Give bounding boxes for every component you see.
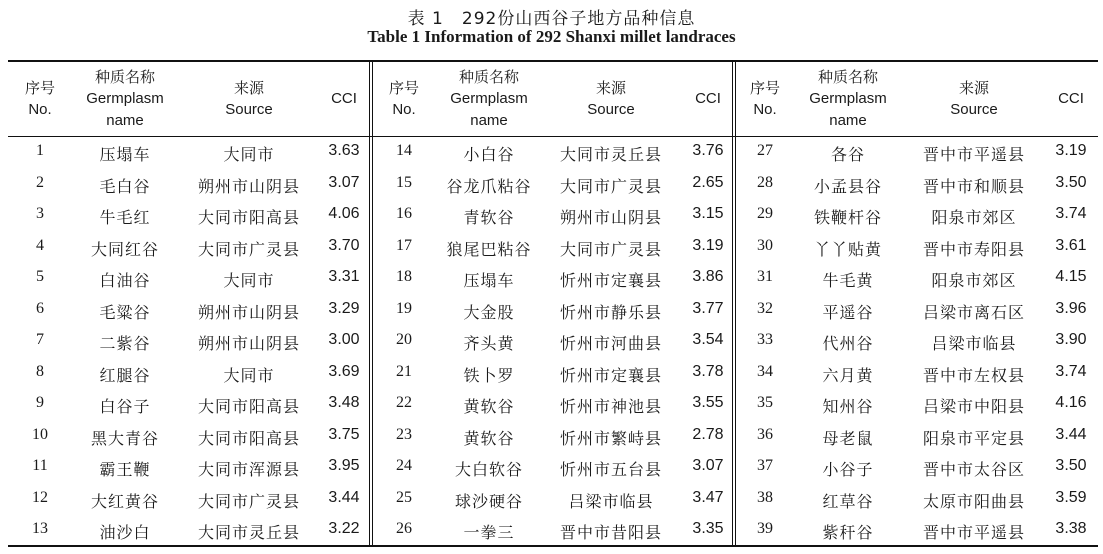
cell-cci: 2.65 — [692, 173, 724, 191]
cell-germplasm-name: 大金股 — [463, 302, 515, 322]
cell-source: 忻州市定襄县 — [559, 271, 662, 290]
header-no-line: No. — [28, 101, 52, 118]
cell-no: 36 — [757, 425, 773, 443]
cell-no: 19 — [396, 299, 412, 317]
cell-cci: 3.48 — [328, 394, 360, 411]
cell-cci: 3.96 — [1055, 299, 1087, 317]
cell-germplasm-name: 青软谷 — [463, 208, 515, 227]
cell-source: 大同市浑源县 — [197, 460, 300, 479]
cell-no: 22 — [396, 394, 412, 411]
cell-no: 29 — [757, 205, 773, 222]
cell-no: 7 — [36, 331, 44, 348]
cell-source: 朔州市山阴县 — [197, 176, 300, 196]
cell-no: 14 — [396, 142, 412, 159]
cell-no: 8 — [36, 362, 44, 380]
cell-cci: 3.07 — [692, 457, 724, 474]
header-germplasm-name — [434, 62, 544, 136]
cell-source: 吕梁市临县 — [568, 491, 654, 511]
table-row — [0, 483, 1103, 515]
cell-cci: 3.29 — [328, 299, 360, 317]
table-row — [0, 388, 1103, 420]
cell-cci: 3.78 — [692, 362, 724, 380]
cell-germplasm-name: 知州谷 — [822, 397, 874, 416]
cell-no: 6 — [36, 299, 44, 317]
table-row — [0, 357, 1103, 389]
cell-no: 25 — [396, 488, 412, 506]
header-cci-line: CCI — [1058, 90, 1084, 107]
cell-cci: 3.90 — [1055, 331, 1087, 348]
cell-no: 38 — [757, 488, 773, 506]
cell-cci: 3.19 — [1055, 142, 1087, 159]
table-row — [0, 294, 1103, 326]
cell-source: 大同市广灵县 — [197, 491, 300, 511]
header-source — [556, 62, 666, 136]
cell-germplasm-name: 白油谷 — [99, 271, 151, 290]
cell-source: 吕梁市中阳县 — [922, 397, 1025, 416]
cell-germplasm-name: 毛粱谷 — [99, 302, 151, 322]
cell-cci: 3.00 — [328, 331, 360, 348]
cell-cci: 3.47 — [692, 488, 724, 506]
table-row — [0, 136, 1103, 168]
cell-source: 大同市灵丘县 — [559, 145, 662, 164]
header-cci — [319, 62, 369, 136]
cell-source: 大同市阳高县 — [197, 208, 300, 227]
cell-no: 26 — [396, 520, 412, 537]
cell-cci: 4.16 — [1055, 394, 1087, 411]
cell-germplasm-name: 狼尾巴粘谷 — [446, 239, 532, 259]
header-germplasm-name-line: name — [829, 112, 867, 129]
header-no-line: 序号 — [749, 79, 780, 97]
cell-source: 晋中市平遥县 — [922, 145, 1025, 164]
cell-source: 朔州市山阴县 — [197, 302, 300, 322]
cell-germplasm-name: 毛白谷 — [99, 176, 151, 196]
cell-source: 大同市广灵县 — [559, 239, 662, 259]
cell-no: 15 — [396, 173, 412, 191]
cell-source: 太原市阳曲县 — [922, 491, 1025, 511]
cell-source: 大同市广灵县 — [559, 176, 662, 196]
cell-germplasm-name: 大白软谷 — [454, 460, 523, 479]
cell-cci: 3.74 — [1055, 362, 1087, 380]
header-cci-line: CCI — [695, 90, 721, 107]
cell-germplasm-name: 丫丫贴黄 — [813, 239, 882, 259]
cell-cci: 3.95 — [328, 457, 360, 474]
cell-source: 阳泉市郊区 — [931, 271, 1017, 290]
table-row — [0, 231, 1103, 263]
cell-cci: 3.74 — [1055, 205, 1087, 222]
cell-cci: 3.44 — [1055, 425, 1087, 443]
cell-germplasm-name: 紫秆谷 — [822, 523, 874, 542]
header-source — [194, 62, 304, 136]
cell-cci: 3.86 — [692, 268, 724, 285]
cell-source: 忻州市河曲县 — [559, 334, 662, 353]
cell-no: 31 — [757, 268, 773, 285]
cell-germplasm-name: 各谷 — [830, 145, 865, 164]
cell-cci: 3.38 — [1055, 520, 1087, 537]
cell-source: 朔州市山阴县 — [197, 334, 300, 353]
cell-cci: 3.15 — [692, 205, 724, 222]
cell-germplasm-name: 六月黄 — [822, 365, 874, 385]
cell-no: 27 — [757, 142, 773, 159]
cell-germplasm-name: 球沙硬谷 — [454, 491, 523, 511]
cell-source: 晋中市和顺县 — [922, 176, 1025, 196]
cell-germplasm-name: 齐头黄 — [463, 334, 515, 353]
cell-germplasm-name: 铁卜罗 — [463, 365, 515, 385]
header-germplasm-name — [793, 62, 903, 136]
cell-source: 晋中市左权县 — [922, 365, 1025, 385]
cell-germplasm-name: 黄软谷 — [463, 397, 515, 416]
header-no-line: No. — [392, 101, 416, 118]
cell-source: 朔州市山阴县 — [559, 208, 662, 227]
table-row — [0, 325, 1103, 357]
cell-no: 35 — [757, 394, 773, 411]
cell-germplasm-name: 谷龙爪粘谷 — [446, 176, 532, 196]
table-row — [0, 451, 1103, 483]
header-germplasm-name-line: Germplasm — [450, 90, 528, 107]
header-germplasm-name — [70, 62, 180, 136]
cell-cci: 3.63 — [328, 142, 360, 159]
cell-no: 24 — [396, 457, 412, 474]
cell-source: 忻州市繁峙县 — [559, 428, 662, 448]
cell-cci: 3.54 — [692, 331, 724, 348]
caption-zh: 表 1 292份山西谷子地方品种信息 — [407, 9, 696, 29]
header-source-line: Source — [587, 101, 635, 118]
cell-cci: 3.75 — [328, 425, 360, 443]
cell-no: 23 — [396, 425, 412, 443]
cell-germplasm-name: 大红黄谷 — [90, 491, 159, 511]
cell-cci: 3.31 — [328, 268, 360, 285]
header-no — [374, 62, 434, 136]
cell-germplasm-name: 黑大青谷 — [90, 428, 159, 448]
cell-cci: 3.76 — [692, 142, 724, 159]
cell-germplasm-name: 二紫谷 — [99, 334, 151, 353]
cell-source: 晋中市昔阳县 — [559, 523, 662, 542]
cell-germplasm-name: 小谷子 — [822, 460, 874, 479]
cell-source: 晋中市太谷区 — [922, 460, 1025, 479]
header-no-line: 序号 — [388, 79, 419, 97]
table-row — [0, 168, 1103, 200]
header-source-line: Source — [225, 101, 273, 118]
cell-source: 大同市阳高县 — [197, 428, 300, 448]
cell-germplasm-name: 黄软谷 — [463, 428, 515, 448]
cell-no: 11 — [32, 457, 48, 474]
cell-cci: 3.07 — [328, 173, 360, 191]
cell-source: 晋中市平遥县 — [922, 523, 1025, 542]
cell-no: 13 — [32, 520, 48, 537]
cell-source: 吕梁市离石区 — [922, 302, 1025, 322]
cell-germplasm-name: 代州谷 — [822, 334, 874, 353]
cell-germplasm-name: 一拳三 — [463, 523, 515, 542]
cell-source: 阳泉市平定县 — [922, 428, 1025, 448]
cell-cci: 3.50 — [1055, 457, 1087, 474]
cell-source: 忻州市神池县 — [559, 397, 662, 416]
cell-cci: 3.35 — [692, 520, 724, 537]
cell-cci: 3.59 — [1055, 488, 1087, 506]
table-row — [0, 262, 1103, 294]
cell-germplasm-name: 小孟县谷 — [813, 176, 882, 196]
header-no — [735, 62, 795, 136]
cell-germplasm-name: 牛毛黄 — [822, 271, 874, 290]
cell-germplasm-name: 压塌车 — [99, 145, 151, 164]
cell-germplasm-name: 红腿谷 — [99, 365, 151, 385]
header-source-line: 来源 — [958, 79, 989, 97]
cell-no: 33 — [757, 331, 773, 348]
cell-germplasm-name: 小白谷 — [463, 145, 515, 164]
cell-no: 10 — [32, 425, 48, 443]
table-row — [0, 514, 1103, 546]
cell-source: 大同市阳高县 — [197, 397, 300, 416]
cell-no: 32 — [757, 299, 773, 317]
cell-cci: 3.69 — [328, 362, 360, 380]
cell-source: 忻州市静乐县 — [559, 302, 662, 322]
cell-cci: 3.61 — [1055, 236, 1087, 254]
cell-source: 晋中市寿阳县 — [922, 239, 1025, 259]
cell-cci: 3.55 — [692, 394, 724, 411]
cell-no: 9 — [36, 394, 44, 411]
cell-cci: 3.22 — [328, 520, 360, 537]
cell-germplasm-name: 大同红谷 — [90, 239, 159, 259]
cell-no: 12 — [32, 488, 48, 506]
cell-cci: 3.19 — [692, 236, 724, 254]
cell-no: 18 — [396, 268, 412, 285]
cell-germplasm-name: 铁鞭杆谷 — [813, 208, 882, 227]
cell-no: 34 — [757, 362, 773, 380]
cell-no: 5 — [36, 268, 44, 285]
cell-no: 1 — [36, 142, 44, 159]
cell-no: 21 — [396, 362, 412, 380]
cell-source: 大同市 — [223, 271, 275, 290]
header-cci — [1046, 62, 1096, 136]
cell-cci: 4.15 — [1055, 268, 1087, 285]
header-germplasm-name-line: 种质名称 — [94, 68, 155, 86]
header-no-line: No. — [753, 101, 777, 118]
cell-source: 大同市广灵县 — [197, 239, 300, 259]
cell-germplasm-name: 霸王鞭 — [99, 460, 151, 479]
header-source — [919, 62, 1029, 136]
caption-en: Table 1 Information of 292 Shanxi millet landraces — [367, 27, 736, 46]
cell-cci: 3.77 — [692, 299, 724, 317]
cell-no: 30 — [757, 236, 773, 254]
cell-cci: 4.06 — [328, 205, 360, 222]
cell-germplasm-name: 压塌车 — [463, 271, 515, 290]
cell-no: 37 — [757, 457, 773, 474]
header-germplasm-name-line: name — [470, 112, 508, 129]
header-source-line: 来源 — [595, 79, 626, 97]
cell-cci: 3.70 — [328, 236, 360, 254]
cell-cci: 2.78 — [692, 425, 724, 443]
cell-cci: 3.50 — [1055, 173, 1087, 191]
cell-no: 39 — [757, 520, 773, 537]
cell-no: 16 — [396, 205, 412, 222]
cell-no: 17 — [396, 236, 412, 254]
cell-source: 吕梁市临县 — [931, 334, 1017, 353]
cell-germplasm-name: 红草谷 — [822, 491, 874, 511]
cell-germplasm-name: 牛毛红 — [99, 208, 151, 227]
cell-no: 20 — [396, 331, 412, 348]
cell-source: 阳泉市郊区 — [931, 208, 1017, 227]
header-germplasm-name-line: Germplasm — [809, 90, 887, 107]
header-cci-line: CCI — [331, 90, 357, 107]
header-germplasm-name-line: 种质名称 — [817, 68, 878, 86]
cell-germplasm-name: 母老鼠 — [822, 428, 874, 448]
table-row — [0, 199, 1103, 231]
header-no — [10, 62, 70, 136]
header-germplasm-name-line: name — [106, 112, 144, 129]
cell-source: 忻州市五台县 — [559, 460, 662, 479]
cell-source: 大同市 — [223, 145, 275, 164]
cell-source: 大同市灵丘县 — [197, 523, 300, 542]
header-cci — [683, 62, 733, 136]
header-source-line: Source — [950, 101, 998, 118]
cell-source: 大同市 — [223, 365, 275, 385]
cell-source: 忻州市定襄县 — [559, 365, 662, 385]
header-no-line: 序号 — [24, 79, 55, 97]
cell-no: 3 — [36, 205, 44, 222]
header-source-line: 来源 — [233, 79, 264, 97]
cell-cci: 3.44 — [328, 488, 360, 506]
cell-germplasm-name: 油沙白 — [99, 523, 151, 542]
cell-no: 2 — [36, 173, 44, 191]
cell-germplasm-name: 白谷子 — [99, 397, 151, 416]
header-germplasm-name-line: Germplasm — [86, 90, 164, 107]
cell-germplasm-name: 平遥谷 — [822, 302, 874, 322]
cell-no: 4 — [36, 236, 44, 254]
cell-no: 28 — [757, 173, 773, 191]
table-row — [0, 420, 1103, 452]
header-germplasm-name-line: 种质名称 — [458, 68, 519, 86]
